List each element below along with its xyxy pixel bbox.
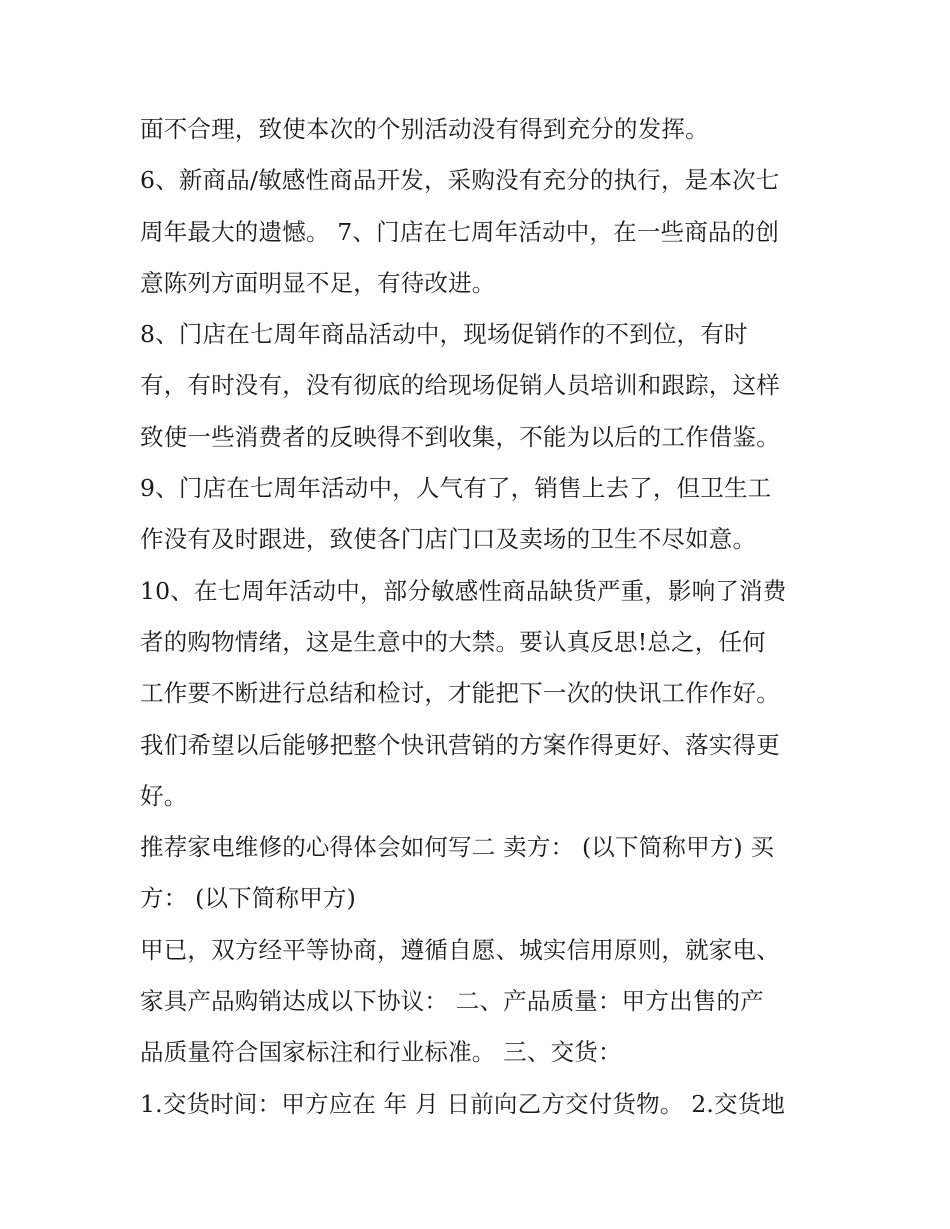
text-line: 6、新商品/敏感性商品开发，采购没有充分的执行，是本次七: [140, 166, 780, 195]
text-line: 面不合理，致使本次的个别活动没有得到充分的发挥。: [140, 115, 709, 143]
text-line: 甲已，双方经平等协商，遵循自愿、城实信用原则，就家电、: [140, 935, 780, 964]
text-line: 10、在七周年活动中，部分敏感性商品缺货严重，影响了消费: [140, 576, 787, 605]
text-line: 有，有时没有，没有彻底的给现场促销人员培训和跟踪，这样: [140, 371, 780, 400]
text-line: 家具产品购销达成以下协议： 二、产品质量：甲方出售的产: [140, 987, 764, 1016]
text-line: 8、门店在七周年商品活动中，现场促销作的不到位，有时: [140, 320, 748, 349]
text-line: 致使一些消费者的反映得不到收集，不能为以后的工作借鉴。: [140, 422, 780, 451]
text-line: 作没有及时跟进，致使各门店门口及卖场的卫生不尽如意。: [140, 525, 757, 554]
text-line: 1.交货时间：甲方应在 年 月 日前向乙方交付货物。 2.交货地: [140, 1089, 786, 1118]
text-line: 意陈列方面明显不足，有待改进。: [140, 268, 496, 297]
text-line: 工作要不断进行总结和检讨，才能把下一次的快讯工作作好。: [140, 679, 780, 708]
text-line: 推荐家电维修的心得体会如何写二 卖方： (以下简称甲方) 买: [140, 833, 775, 862]
text-line: 我们希望以后能够把整个快讯营销的方案作得更好、落实得更: [140, 730, 780, 759]
document-body: [140, 104, 830, 1130]
text-line: 品质量符合国家标注和行业标准。 三、交货：: [140, 1038, 622, 1067]
text-line: 方： (以下简称甲方): [140, 884, 357, 913]
text-line: 好。: [140, 781, 188, 810]
text-line: 周年最大的遗憾。 7、门店在七周年活动中，在一些商品的创: [140, 217, 780, 246]
text-line: 者的购物情绪，这是生意中的大禁。要认真反思!总之，任何: [140, 627, 766, 656]
text-line: 9、门店在七周年活动中，人气有了，销售上去了，但卫生工: [140, 474, 772, 503]
